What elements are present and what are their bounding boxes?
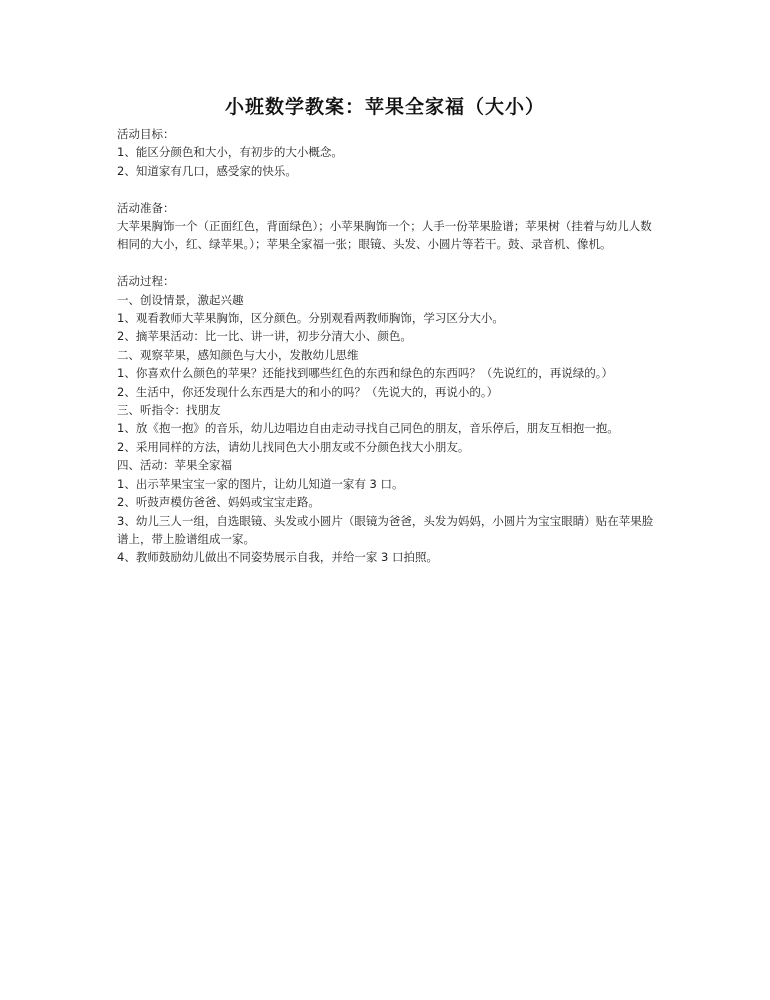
process-section-heading: 二、观察苹果，感知颜色与大小，发散幼儿思维 [117, 347, 359, 362]
goals-heading: 活动目标： [117, 127, 175, 141]
goal-item: 2、知道家有几口，感受家的快乐。 [117, 163, 297, 178]
process-item: 1、观看教师大苹果胸饰，区分颜色。分别观看两教师胸饰，学习区分大小。 [117, 311, 504, 326]
prep-text: 大苹果胸饰一个（正面红色，背面绿色）；小苹果胸饰一个；人手一份苹果脸谱；苹果树（挂着与幼儿人数相同的大小，红、绿苹果。）；苹果全家福一张；眼镜、头发、小圆片等若干。鼓、录音机、像机。 [117, 219, 652, 252]
process-item: 2、摘苹果活动：比一比、讲一讲，初步分清大小、颜色。 [117, 329, 412, 344]
process-section-heading: 四、活动：苹果全家福 [117, 458, 232, 473]
process-item: 4、教师鼓励幼儿做出不同姿势展示自我，并给一家 3 口拍照。 [117, 550, 438, 565]
goal-item: 1、能区分颜色和大小，有初步的大小概念。 [117, 145, 343, 160]
process-item: 1、放《抱一抱》的音乐，幼儿边唱边自由走动寻找自己同色的朋友，音乐停后，朋友互相抱一抱。 [117, 421, 619, 436]
process-item: 2、生活中，你还发现什么东西是大的和小的吗？（先说大的，再说小的。） [117, 384, 499, 399]
process-item: 2、采用同样的方法，请幼儿找同色大小朋友或不分颜色找大小朋友。 [117, 439, 470, 454]
process-section-heading: 三、听指令：找朋友 [117, 403, 221, 418]
process-heading: 活动过程： [117, 274, 175, 289]
paragraph-gap [117, 254, 657, 272]
paragraph-gap [117, 180, 657, 198]
process-section-heading: 一、创设情景，激起兴趣 [117, 292, 244, 307]
process-item: 1、出示苹果宝宝一家的图片，让幼儿知道一家有 3 口。 [117, 476, 404, 491]
process-item: 2、听鼓声模仿爸爸、妈妈或宝宝走路。 [117, 495, 320, 510]
document-body [117, 125, 657, 567]
prep-heading: 活动准备： [117, 200, 175, 215]
process-item: 3、幼儿三人一组，自选眼镜、头发或小圆片（眼镜为爸爸，头发为妈妈，小圆片为宝宝眼睛）贴在苹果脸谱上，带上脸谱组成一家。 [117, 513, 654, 546]
process-item: 1、你喜欢什么颜色的苹果？还能找到哪些红色的东西和绿色的东西吗？（先说红的，再说绿的。） [117, 366, 614, 381]
document-title: 小班数学教案：苹果全家福（大小） [224, 96, 545, 118]
